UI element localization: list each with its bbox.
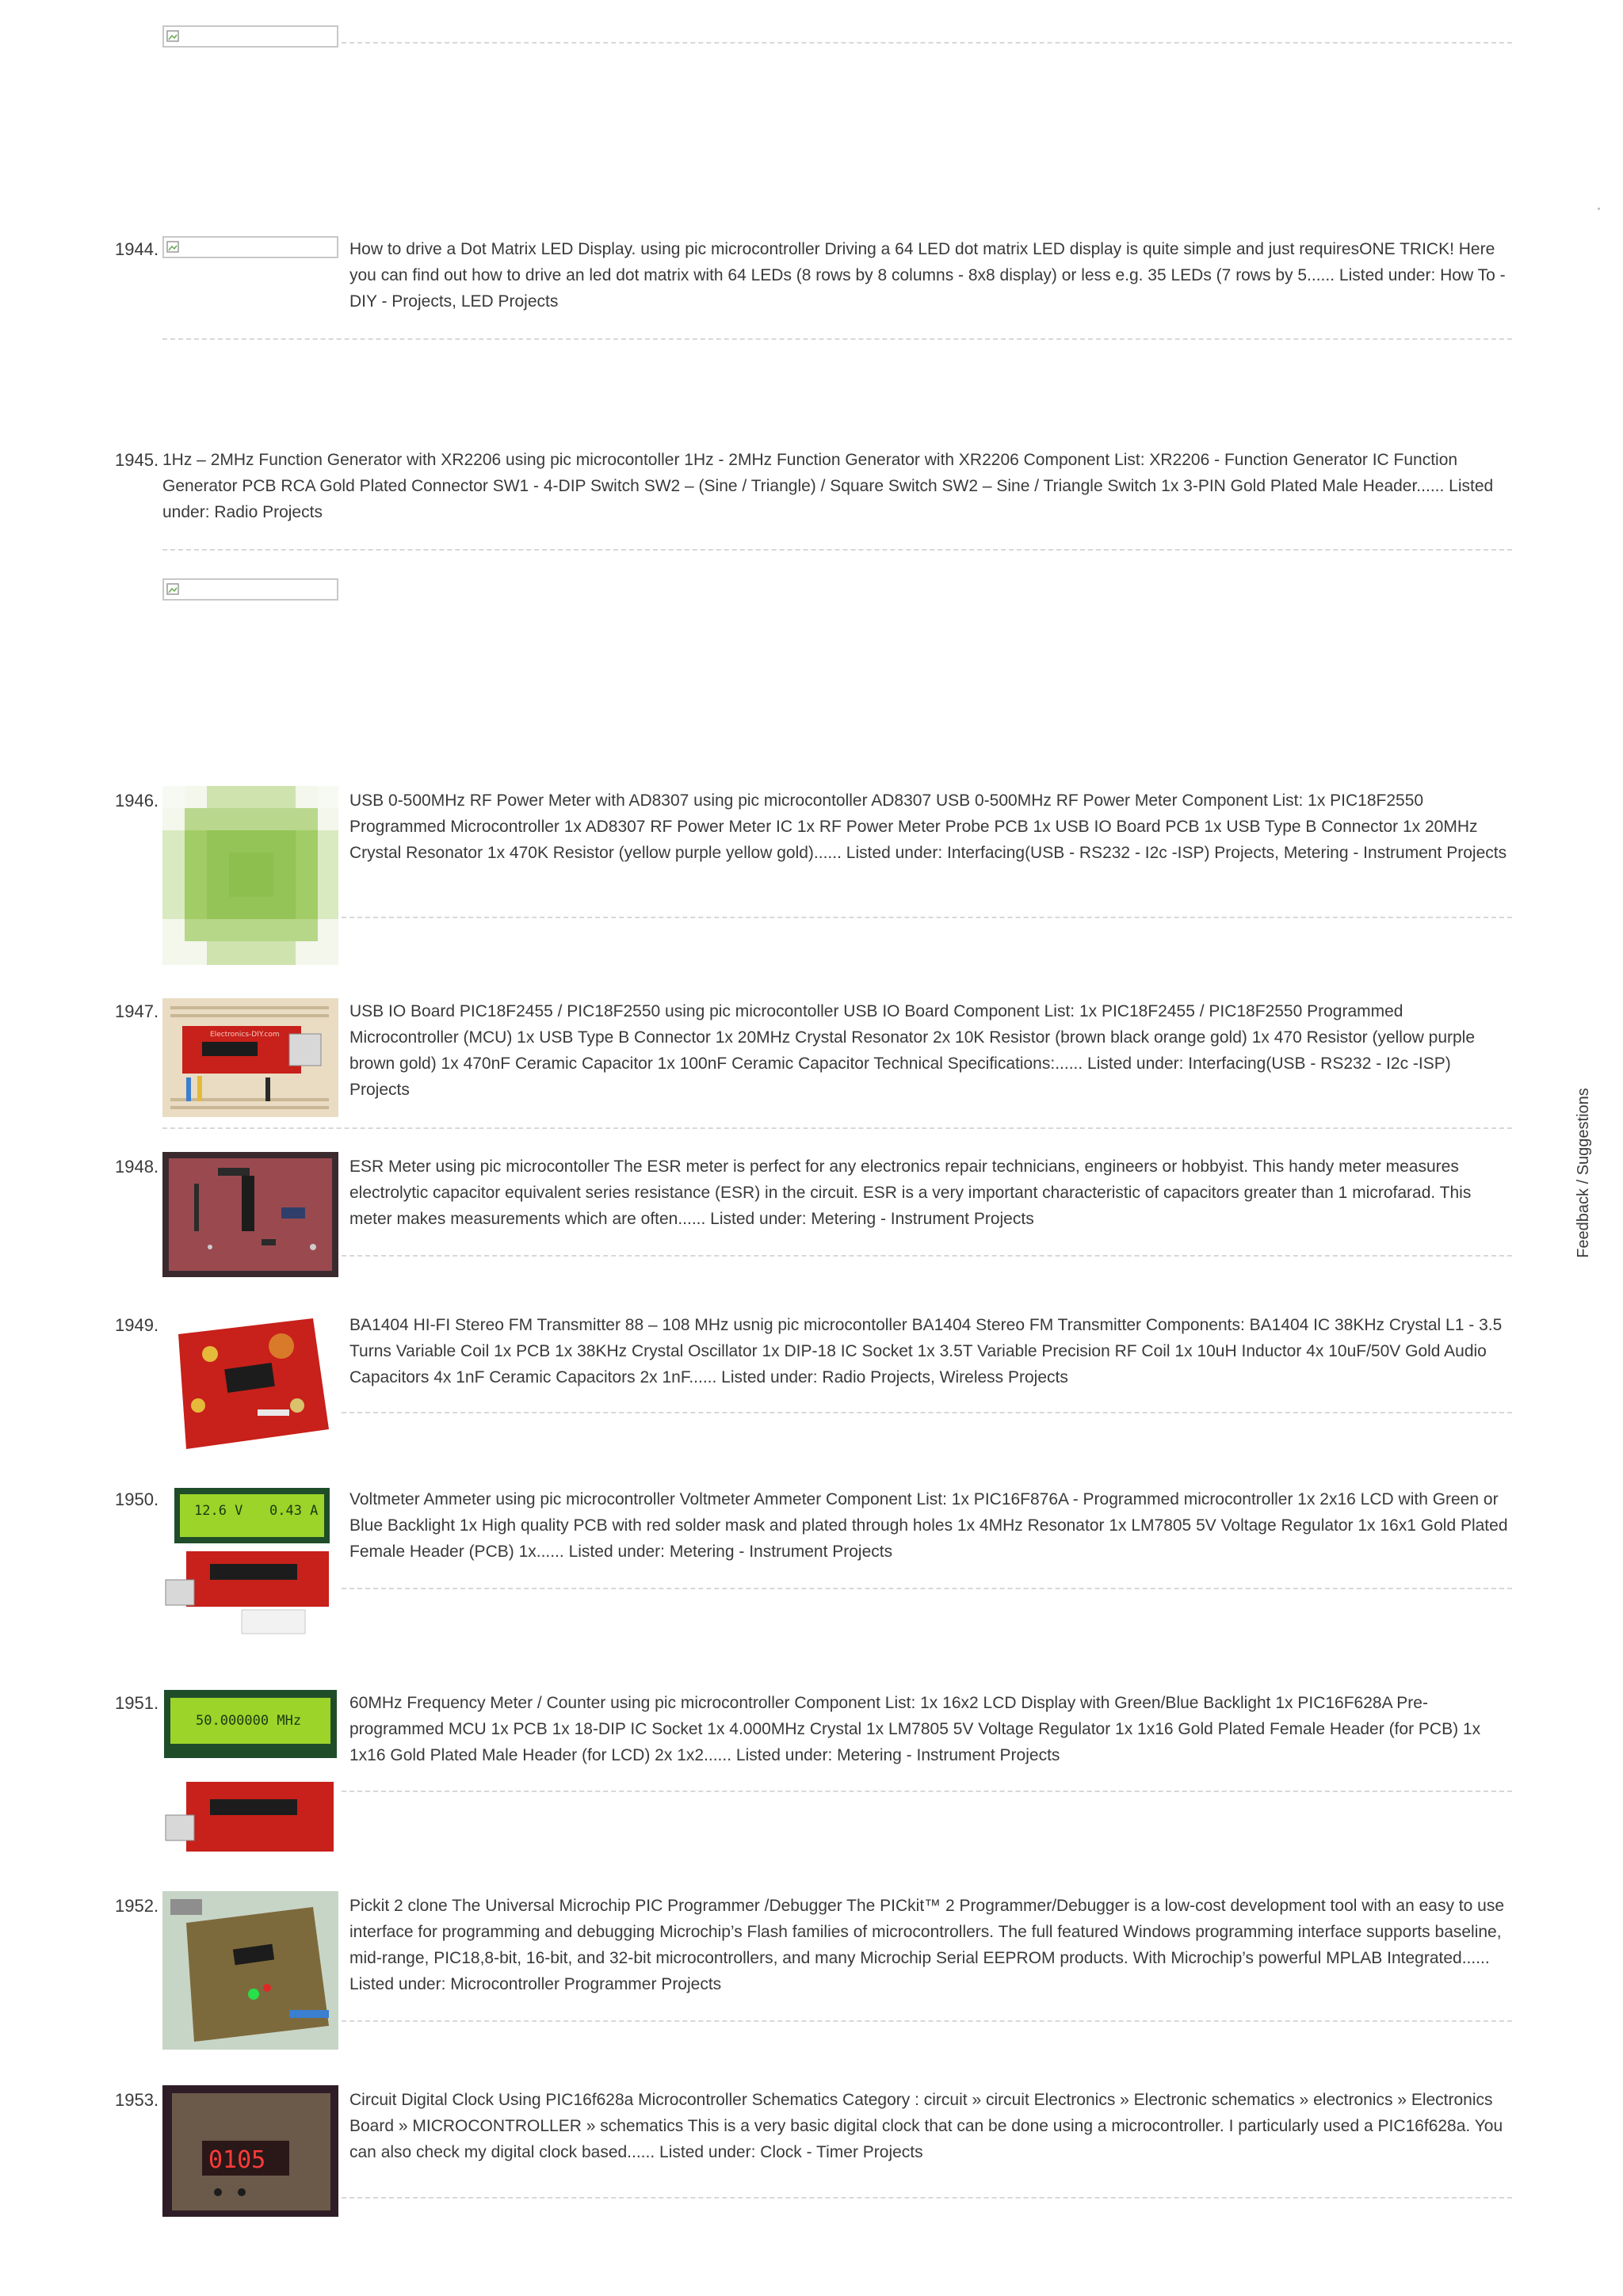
entry-number: 1951. [115, 1693, 159, 1713]
frequency-meter-photo-icon [162, 1688, 338, 1859]
entry-description[interactable]: 1Hz – 2MHz Function Generator with XR2206 using pic microcontoller 1Hz - 2MHz Function Generator with XR2206 Component List: XR2206 - Function Generator IC Function Generator PCB RCA Gold Plated Connector SW1 - 4-DIP Switch SW2 – (Sine / Triangle) / Square Switch SW2 – Sine / Triangle Switch 1x 3-PIN Gold Plated Male Header...... Listed under: Radio Projects [162, 451, 1494, 521]
entry-number: 1952. [115, 1896, 159, 1916]
entry-description[interactable]: ESR Meter using pic microcontoller The ESR meter is perfect for any electronics repair technicians, engineers or hobbyist. This handy meter measures electrolytic capacitor equivalent series resistance (ESR) in the circuit. ESR is a very important characteristic of capacitors greater than 1 microfarad. This meter makes measurements which are often...... Listed under: Metering - Instrument Projects [349, 1158, 1472, 1228]
separator [162, 1127, 1512, 1129]
separator [342, 917, 1512, 918]
entry-number: 1953. [115, 2090, 159, 2110]
voltmeter-ammeter-photo-icon [162, 1485, 338, 1640]
separator [342, 1412, 1512, 1413]
separator [342, 1791, 1512, 1792]
entry-description[interactable]: Pickit 2 clone The Universal Microchip PIC Programmer /Debugger The PICkit™ 2 Programmer/Debugger is a low-cost development tool with an easy to use interface for programming and debugging Microchip’s Flash families of microcontrollers. The full featured Windows programming interface supports baseline, mid-range, PIC18,8-bit, 16-bit, and 32-bit microcontrollers, and many Microchip Serial EEPROM products. With Microchip’s powerful MPLAB Integrated...... Listed under: Microcontroller Programmer Projects [349, 1897, 1505, 1993]
entry-description[interactable]: Voltmeter Ammeter using pic microcontroller Voltmeter Ammeter Component List: 1x PIC16F876A - Programmed microcontroller 1x 2x16 LCD with Green or Blue Backlight 1x High quality PCB with red solder mask and plated through holes 1x 4MHz Resonator 1x LM7805 5V Voltage Regulator 1x 16x1 Gold Plated Female Header (PCB) 1x...... Listed under: Metering - Instrument Projects [349, 1490, 1508, 1561]
lcd-frequency: 50.000000 MHz [196, 1713, 302, 1729]
esr-meter-pcb-icon [162, 1152, 338, 1277]
separator [162, 549, 1512, 551]
entry-number: 1945. [115, 450, 159, 470]
svg-text:Electronics-DIY.com: Electronics-DIY.com [210, 1031, 280, 1039]
breadboard-photo-icon [162, 998, 338, 1117]
thumbnail-image[interactable] [162, 1485, 338, 1640]
lcd-current: 0.43 A [269, 1503, 319, 1519]
entry-description[interactable]: 60MHz Frequency Meter / Counter using pic microcontroller Component List: 1x 16x2 LCD Display with Green/Blue Backlight 1x PIC16F628A Pre-programmed MCU 1x PCB 1x 18-DIP IC Socket 1x 4.000MHz Crystal 1x LM7805 5V Voltage Regulator 1x 1x16 Gold Plated Female Header (for PCB) 1x 1x16 Gold Plated Male Header (for LCD) 2x 1x2...... Listed under: Metering - Instrument Projects [349, 1694, 1481, 1764]
digital-clock-photo-icon [162, 2085, 338, 2217]
thumbnail-image[interactable] [162, 1688, 338, 1859]
clock-digits: 0105 [208, 2146, 266, 2174]
entry-description[interactable]: USB 0-500MHz RF Power Meter with AD8307 using pic microcontoller AD8307 USB 0-500MHz RF Power Meter Component List: 1x PIC18F2550 Programmed Microcontroller 1x AD8307 RF Power Meter IC 1x RF Power Meter Probe PCB 1x USB IO Board PCB 1x USB Type B Connector 1x 20MHz Crystal Resonator 1x 470K Resistor (yellow purple yellow gold)...... Listed under: Interfacing(USB - RS232 - I2c -ISP) Projects, Metering - Instrument Projects [349, 791, 1507, 862]
thumbnail-image[interactable] [162, 2085, 338, 2217]
thumbnail-image[interactable] [162, 998, 338, 1117]
entry-number: 1948. [115, 1157, 159, 1177]
scroll-dot [1598, 208, 1600, 210]
entry-description[interactable]: How to drive a Dot Matrix LED Display. using pic microcontroller Driving a 64 LED dot matrix LED display is quite simple and just requiresONE TRICK! Here you can find out how to drive an led dot matrix with 64 LEDs (8 rows by 8 columns - 8x8 display) or less e.g. 35 LEDs (7 rows by 5...... Listed under: How To - DIY - Projects, LED Projects [349, 240, 1506, 311]
thumbnail-image[interactable] [162, 1310, 338, 1453]
thumbnail-image[interactable] [162, 786, 338, 965]
entry-description[interactable]: USB IO Board PIC18F2455 / PIC18F2550 using pic microcontoller USB IO Board Component List: 1x PIC18F2455 / PIC18F2550 Programmed Microcontroller (MCU) 1x USB Type B Connector 1x 20MHz Crystal Resonator 2x 10K Resistor (brown black orange gold) 1x 470 Resistor (yellow purple brown gold) 1x 470nF Ceramic Capacitor 1x 100nF Ceramic Capacitor Technical Specifications:...... Listed under: Interfacing(USB - RS232 - I2c -ISP) Projects [349, 1002, 1476, 1099]
feedback-tab[interactable] [1568, 1077, 1599, 1268]
thumbnail-image[interactable] [162, 1891, 338, 2050]
broken-image-icon[interactable] [162, 25, 338, 48]
separator [342, 1588, 1512, 1589]
separator [342, 2020, 1512, 2022]
entry-number: 1946. [115, 791, 159, 810]
entry-description[interactable]: Circuit Digital Clock Using PIC16f628a Microcontroller Schematics Category : circuit » circuit Electronics » Electronic schematics » electronics » Electronics Board » MICROCONTROLLER » schematics This is a very basic digital clock that can be done using a microcontroller. I particularly used a PIC16f628a. You can also check my digital clock based...... Listed under: Clock - Timer Projects [349, 2091, 1503, 2161]
pickit2-clone-photo-icon [162, 1891, 338, 2050]
entry-number: 1944. [115, 239, 159, 259]
pixelated-thumbnail-icon [162, 786, 338, 965]
broken-image-icon[interactable] [162, 578, 338, 601]
fm-transmitter-board-icon [162, 1310, 338, 1453]
entry-number: 1949. [115, 1315, 159, 1335]
separator [162, 338, 1512, 340]
thumbnail-image[interactable] [162, 1152, 338, 1277]
lcd-voltage: 12.6 V [194, 1503, 243, 1519]
separator [342, 2197, 1512, 2199]
feedback-label[interactable]: Feedback / Suggestions [1574, 1087, 1592, 1258]
entry-description[interactable]: BA1404 HI-FI Stereo FM Transmitter 88 – 108 MHz usnig pic microcontoller BA1404 Stereo FM Transmitter Components: BA1404 IC 38KHz Crystal L1 - 3.5 Turns Variable Coil 1x PCB 1x 38KHz Crystal Oscillator 1x DIP-18 IC Socket 1x 3.5T Variable Precision RF Coil 1x 10uH Inductor 4x 10uF/50V Gold Audio Capacitors 4x 1nF Ceramic Capacitors 2x 1nF...... Listed under: Radio Projects, Wireless Projects [349, 1316, 1503, 1386]
separator [342, 42, 1512, 44]
entry-number: 1950. [115, 1489, 159, 1509]
entry-number: 1947. [115, 1001, 159, 1021]
broken-image-icon[interactable] [162, 236, 338, 258]
separator [342, 1255, 1512, 1257]
